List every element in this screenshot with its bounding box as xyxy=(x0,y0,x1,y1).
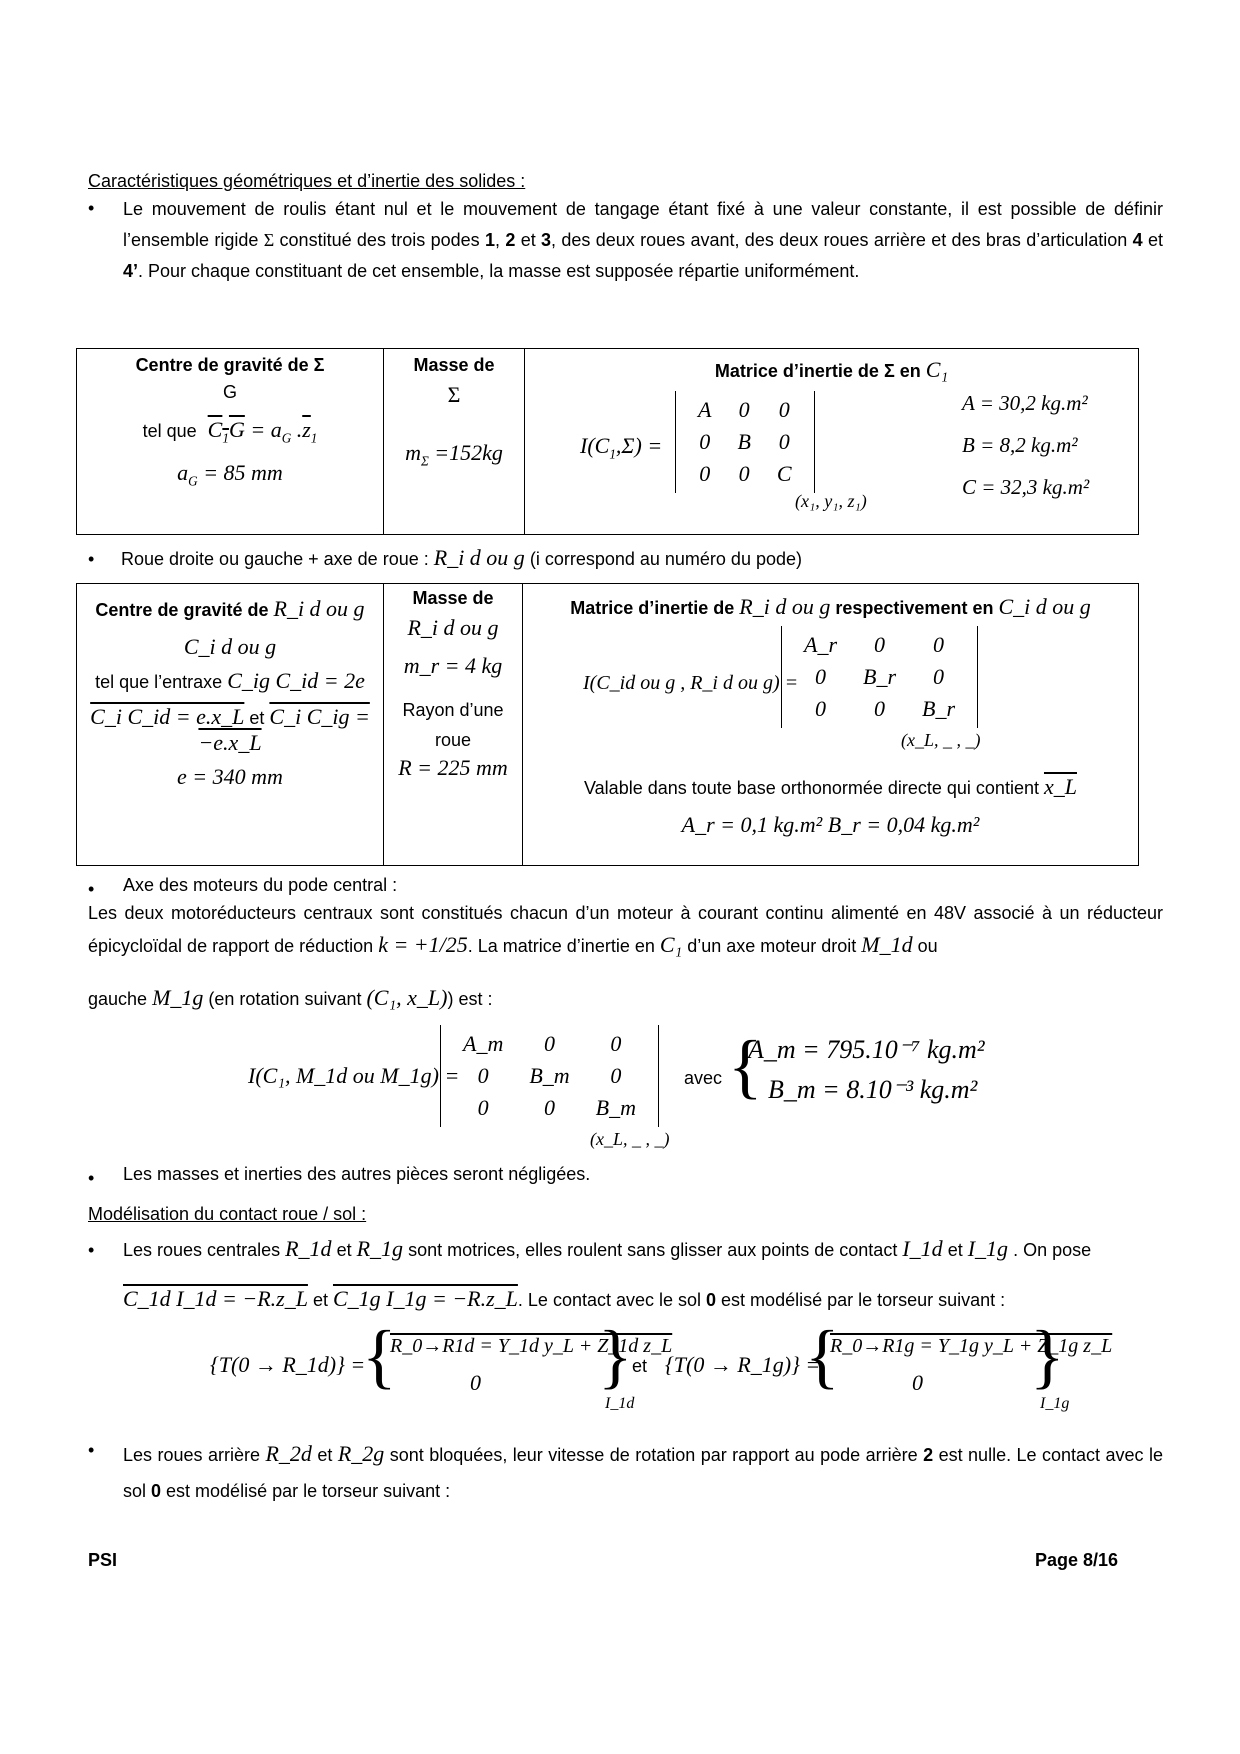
paragraph-ensemble: Le mouvement de roulis étant nul et le mouvement de tangage étant fixé à une valeur constante, il est possible de définir l’ensemble rigide Σ constitué des trois podes 1, 2 et 3, des deux roues avant, des deux roues arrière et des bras d’articulation 4 et 4’. Pour chaque constituant de cet ensemble, la masse est supposée répartie uniformément. xyxy=(123,199,1163,281)
matrix-cell: 0 xyxy=(778,397,790,422)
bullet: • xyxy=(88,1168,95,1188)
torseur-bot-1g: 0 xyxy=(912,1370,923,1395)
matrix-cell: A xyxy=(698,397,712,422)
matrix-cell: 0 xyxy=(815,696,826,721)
matrix-row xyxy=(792,630,967,660)
cell-matrice-roue: Matrice d’inertie de R_i d ou g respectivement en C_i d ou g I(C_id ou g , R_i d ou g) = A_r 0 0 0 B_r 0 0 0 B_r (x_L, _ , _) Valable dans toute base orthonormée directe qui contient x_L A_r = 0,1 kg.m² B_r = 0,04 kg.m² xyxy=(523,584,1139,866)
cell-centre-gravite-roue: Centre de gravité de R_i d ou g C_i d ou g tel que l’entraxe C_ig C_id = 2e C_i C_id = e.x_L et C_i C_ig = −e.x_L e = 340 mm xyxy=(77,584,384,866)
bullet: • xyxy=(88,549,95,569)
matrix-cell: 0 xyxy=(738,461,750,486)
matrix-lhs: $I(C_1,\Sigma)$ = xyxy=(580,433,663,462)
et-label: et xyxy=(632,1356,648,1376)
roue-axe-line: Roue droite ou gauche + axe de roue : R_i d ou g (i correspond au numéro du pode) xyxy=(121,545,802,570)
roues-centrales-line: Les roues centrales R_1d et R_1g sont motrices, elles roulent sans glisser aux points de contact I_1d et I_1g . On pose xyxy=(123,1236,1092,1261)
matrix-cell: 0 xyxy=(610,1031,622,1056)
bullet: • xyxy=(88,1440,95,1460)
matrix-cell: 0 xyxy=(543,1095,555,1120)
matrix-cell: 0 xyxy=(874,632,885,657)
matrix-cell: B xyxy=(737,429,751,454)
roues-arriere-paragraph: Les roues arrière R_2d et R_2g sont bloquées, leur vitesse de rotation par rapport au pode arrière 2 est nulle. Le contact avec le sol 0 est modélisé par le torseur suivant : xyxy=(123,1441,1163,1501)
matrix-cell: C xyxy=(776,461,792,486)
brace-icon: } xyxy=(598,1316,633,1396)
torseur-point-1d: I_1d xyxy=(605,1395,635,1412)
matrix-cell: 0 xyxy=(610,1063,622,1088)
moteurs-line3: gauche M_1g (en rotation suivant (C₁, x_L)) est : xyxy=(88,985,493,1010)
matrix-cell: B_m xyxy=(529,1063,570,1088)
matrix-cell: A_m xyxy=(463,1031,504,1056)
matrix-row xyxy=(686,427,804,457)
value-C: C = 32,3 kg.m² xyxy=(962,475,1090,499)
footer-left: PSI xyxy=(88,1550,118,1570)
matrix-cell: 0 xyxy=(543,1031,555,1056)
matrix-cell: 0 xyxy=(699,429,711,454)
bullet: • xyxy=(88,879,95,899)
matrix-lhs-moteur: I(C₁, M_1d ou M_1g) = xyxy=(248,1063,460,1088)
matrix-row xyxy=(686,395,804,425)
value-Am: A_m = 795.10⁻⁷ kg.m² xyxy=(748,1035,985,1064)
matrix-cell: 0 xyxy=(738,397,750,422)
brace-icon: { xyxy=(362,1316,397,1396)
table-sigma xyxy=(76,348,1139,535)
matrix-cell: 0 xyxy=(778,429,790,454)
bullet: • xyxy=(88,198,95,218)
masses-negligees: Les masses et inerties des autres pièces seront négligées. xyxy=(123,1164,591,1184)
footer-page-number: Page 8/16 xyxy=(1035,1550,1119,1570)
matrix-row xyxy=(451,1029,648,1059)
moteurs-title: Axe des moteurs du pode central : xyxy=(123,875,398,895)
avec-label: avec xyxy=(684,1068,723,1088)
cell-centre-gravite: Centre de gravité de Σ G tel que $C_1G = a_G$ $.\overline{z}_1$ $a_G = 85$ mm xyxy=(77,349,384,535)
section-title-contact: Modélisation du contact roue / sol : xyxy=(88,1204,367,1224)
matrix-row xyxy=(792,694,967,724)
matrix-cell: 0 xyxy=(933,632,944,657)
brace-icon: { xyxy=(728,1026,763,1106)
bullet: • xyxy=(88,1240,95,1260)
matrix-cell: 0 xyxy=(477,1095,489,1120)
matrix-cell: 0 xyxy=(477,1063,489,1088)
torseur-lhs-1g: {T(0 → R_1g)} = xyxy=(665,1352,821,1377)
matrix-row xyxy=(686,459,804,489)
cell-matrice: Matrice d’inertie de Σ en C₁ $I(C_1,\Sigma)$ = A 0 0 0 B 0 0 0 C (x₁, y₁, z₁) A = 30,2 kg.m² B = 8,2 kg.m² C = 32,3 kg.m² xyxy=(525,349,1139,535)
inertia-matrix-sigma: A 0 0 0 B 0 0 0 C (x₁, y₁, z₁) xyxy=(675,391,815,493)
torseur-top-1d: R_0→R1d = Y_1d y_L + Z_1d z_L xyxy=(390,1335,673,1357)
matrix-cell: A_r xyxy=(804,632,837,657)
torseur-lhs-1d: {T(0 → R_1d)} = xyxy=(210,1352,366,1377)
section-title-geometry: Caractéristiques géométriques et d’inertie des solides : xyxy=(88,171,526,191)
matrix-cell: 0 xyxy=(815,664,826,689)
matrix-cell: 0 xyxy=(874,696,885,721)
torseur-top-1g: R_0→R1g = Y_1g y_L + Z_1g z_L xyxy=(830,1335,1113,1357)
value-Bm: B_m = 8.10⁻³ kg.m² xyxy=(768,1075,978,1104)
brace-icon: } xyxy=(1030,1316,1065,1396)
matrix-lhs-roue: I(C_id ou g , R_i d ou g) = xyxy=(583,672,799,694)
brace-icon: { xyxy=(805,1316,840,1396)
cell-masse-roue: Masse de R_i d ou g m_r = 4 kg Rayon d’une roue R = 225 mm xyxy=(384,584,523,866)
matrix-row xyxy=(451,1093,648,1123)
inertia-matrix-roue: A_r 0 0 0 B_r 0 0 0 B_r (x_L, _ , _) xyxy=(781,626,978,728)
matrix-cell: 0 xyxy=(933,664,944,689)
matrix-cell: B_r xyxy=(922,696,955,721)
relation-line: C_1d I_1d = −R.z_L et C_1g I_1g = −R.z_L. Le contact avec le sol 0 est modélisé par le torseur suivant : xyxy=(123,1286,1006,1311)
matrix-row xyxy=(792,662,967,692)
value-B: B = 8,2 kg.m² xyxy=(962,433,1078,457)
cell-masse: Masse de Σ $m_\Sigma =152kg$ xyxy=(384,349,525,535)
matrix-cell: 0 xyxy=(699,461,711,486)
table-roue xyxy=(76,583,1139,866)
inertia-matrix-moteur: A_m 0 0 0 B_m 0 0 0 B_m (x_L, _ , _) xyxy=(440,1025,659,1127)
matrix-cell: B_r xyxy=(863,664,896,689)
matrix-row xyxy=(451,1061,648,1091)
torseur-bot-1d: 0 xyxy=(470,1370,481,1395)
torseur-point-1g: I_1g xyxy=(1040,1395,1070,1412)
matrix-cell: B_m xyxy=(595,1095,636,1120)
moteurs-paragraph: Les deux motoréducteurs centraux sont constitués chacun d’un moteur à courant continu alimenté en 48V associé à un réducteur épicycloïdal de rapport de réduction k = +1/25. La matrice d’inertie en C₁ d’un axe moteur droit M_1d ou xyxy=(88,903,1163,957)
value-A: A = 30,2 kg.m² xyxy=(962,391,1088,415)
